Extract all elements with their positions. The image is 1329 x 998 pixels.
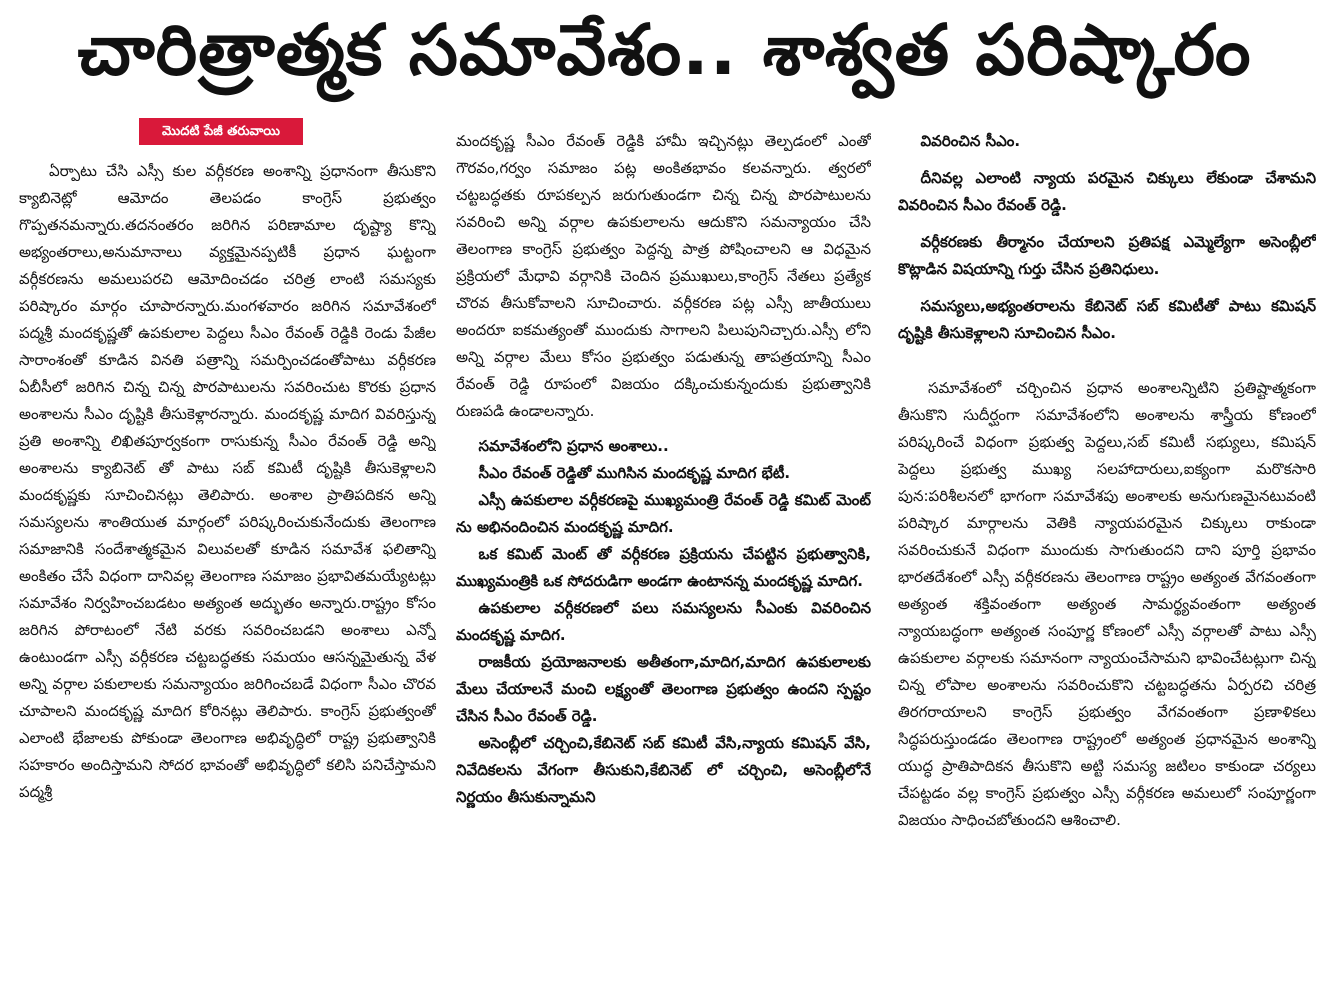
highlight-item: సమస్యలు,అభ్యంతరాలను కేబినెట్ సబ్ కమిటీతో పాటు కమిషన్ దృష్టికి తీసుకెళ్లాలని సూచించిన సీఎం. [898, 297, 1316, 342]
column1-body: ఏర్పాటు చేసి ఎస్సీ కుల వర్గీకరణ అంశాన్ని ప్రధానంగా తీసుకొని క్యాబినెట్లో ఆమోదం తెలపడం కాంగ్రెస్ ప్రభుత్వం గొప్పతనమన్నారు.తదనంతరం జరిగిన పరిణామాల దృష్ట్యా కొన్ని అభ్యంతరాలు,అనుమానాలు వ్యక్తమైనప్పటికీ ప్రధాన ఘట్టంగా వర్గీకరణను అమలుపరచి ఆమోదించడం చరిత్ర లాంటి సమస్యకు పరిష్కారం మార్గం చూపారన్నారు.మంగళవారం జరిగిన సమావేశంలో పద్మశ్రీ మందకృష్ణతో ఉపకులాల పెద్దలు సీఎం రేవంత్ రెడ్డికి రెండు పేజీల సారాంశంతో కూడిన వినతి పత్రాన్ని సమర్పించడంతోపాటు వర్గీకరణ ఏబీసీలో జరిగిన చిన్న చిన్న పొరపాటులను సవరించుట కొరకు ప్రధాన అంశాలను సీఎం దృష్టికి తీసుకెళ్లారన్నారు. మందకృష్ణ మాదిగ వివరిస్తున్న ప్రతి అంశాన్ని లిఖితపూర్వకంగా రాసుకున్న సీఎం రేవంత్ రెడ్డి అన్ని అంశాలను క్యాబినెట్ తో పాటు సబ్ కమిటీ దృష్టికి తీసుకెళ్లాలని మందకృష్ణకు సూచించినట్లు తెలిపారు. అంశాల ప్రాతిపదికన అన్ని సమస్యలను శాంతియుత మార్గంలో పరిష్కరించుకునేందుకు తెలంగాణ సమాజానికి సందేశాత్మకమైన విలువలతో కూడిన సమావేశ ఫలితాన్ని అంకితం చేసే విధంగా దానివల్ల తెలంగాణ సమాజం ప్రభావితమయ్యేటట్లు సమావేశం నిర్వహించబడటం అత్యంత అద్భుతం అన్నారు.రాష్ట్రం కోసం జరిగిన పోరాటంలో నేటి వరకు సవరించబడని అంశాలు ఎన్నో ఉంటుండగా ఎస్సీ వర్గీకరణ చట్టబద్ధతకు సమయం ఆసన్నమైతున్న వేళ అన్ని వర్గాల పకులాలకు సమన్యాయం జరిగించబడే విధంగా సీఎం చొరవ చూపాలని మందకృష్ణ మాదిగ కోరినట్లు తెలిపారు. కాంగ్రెస్ ప్రభుత్వంతో ఎలాంటి భేజాలకు పోకుండా తెలంగాణ అభివృద్ధిలో రాష్ట్ర ప్రభుత్వానికి సహకారం అందిస్తామని సోదర భావంతో అభివృద్ధిలో కలిసి పనిచేస్తామని పద్మశ్రీ [19, 162, 436, 801]
article-column-1 [19, 158, 436, 994]
article-column-2 [456, 128, 871, 994]
column2-body: మందకృష్ణ సీఎం రేవంత్ రెడ్డికి హామీ ఇచ్చినట్లు తెల్పడంలో ఎంతో గౌరవం,గర్వం సమాజం పట్ల అంకితభావం కలవన్నారు. త్వరలో చట్టబద్ధతకు రూపకల్పన జరుగుతుండగా చిన్న చిన్న పొరపాటులను సవరించి అన్ని వర్గాల ఉపకులాలను ఆదుకొని సమన్యాయం చేసి తెలంగాణ కాంగ్రెస్ ప్రభుత్వం పెద్దన్న పాత్ర పోషించాలని ఆ విధమైన ప్రక్రియలో మేధావి వర్గానికి చెందిన ప్రముఖులు,కాంగ్రెస్ నేతలు ప్రత్యేక చొరవ తీసుకోవాలని సూచించారు. వర్గీకరణ పట్ల ఎస్సీ జాతీయులు అందరూ ఐకమత్యంతో ముందుకు సాగాలని పిలుపునిచ్చారు.ఎస్సీ లోని అన్ని వర్గాల మేలు కోసం ప్రభుత్వం పడుతున్న తాపత్రయాన్ని సీఎం రేవంత్ రెడ్డి రూపంలో విజయం దక్కించుకున్నందుకు ప్రభుత్వానికి రుణపడి ఉండాలన్నారు. [456, 132, 871, 420]
highlight-item: అసెంబ్లీలో చర్చించి,కేబినెట్ సబ్ కమిటీ వేసి,న్యాయ కమిషన్ వేసి, నివేదికలను వేగంగా తీసుకుని,కేబినెట్ లో చర్చించి, అసెంబ్లీలోనే నిర్ణయం తీసుకున్నామని [456, 734, 871, 806]
highlight-item: వర్గీకరణకు తీర్మానం చేయాలని ప్రతిపక్ష ఎమ్మెల్యేగా అసెంబ్లీలో కొట్లాడిన విషయాన్ని గుర్తు చేసిన ప్రతినిధులు. [898, 233, 1316, 278]
highlight-item: ఎస్సీ ఉపకులాల వర్గీకరణపై ముఖ్యమంత్రి రేవంత్ రెడ్డి కమిట్ మెంట్ ను అభినందించిన మందకృష్ణ మాదిగ. [456, 491, 871, 536]
headline: చారిత్రాత్మక సమావేశం.. శాశ్వత పరిష్కారం [77, 9, 1252, 91]
highlights-heading: సమావేశంలోని ప్రధాన అంశాలు.. [478, 437, 669, 455]
highlight-item: సీఎం రేవంత్ రెడ్డితో ముగిసిన మందకృష్ణ మాదిగ భేటీ. [478, 464, 791, 482]
highlight-item: రాజకీయ ప్రయోజనాలకు అతీతంగా,మాదిగ,మాదిగ ఉపకులాలకు మేలు చేయాలనే మంచి లక్ష్యంతో తెలంగాణ ప్రభుత్వం ఉందని స్పష్టం చేసిన సీఎం రేవంత్ రెడ్డి. [456, 653, 871, 725]
highlight-item: వివరించిన సీఎం. [920, 132, 1021, 150]
article-column-3 [898, 128, 1316, 994]
column3-body: సమావేశంలో చర్చించిన ప్రధాన అంశాలన్నిటిని ప్రతిష్టాత్మకంగా తీసుకొని సుదీర్ఘంగా సమావేశంలోని అంశాలను శాస్త్రీయ కోణంలో పరిష్కరించే విధంగా ప్రభుత్వ పెద్దలు,సబ్ కమిటీ సభ్యులు, కమిషన్ పెద్దలు ప్రభుత్వ ముఖ్య సలహాదారులు,ఐక్యంగా మరొకసారి పున:పరిశీలనలో భాగంగా సమావేశపు అంశాలకు అనుగుణమైనటువంటి పరిష్కార మార్గాలను వెతికి న్యాయపరమైన చిక్కులు రాకుండా సవరించుకునే విధంగా ముందుకు సాగుతుందని దాని పూర్తి ప్రభావం భారతదేశంలో ఎస్సీ వర్గీకరణను తెలంగాణ రాష్ట్రం అత్యంత వేగవంతంగా అత్యంత శక్తివంతంగా అత్యంత సామర్థ్యవంతంగా అత్యంత న్యాయబద్ధంగా అత్యంత సంపూర్ణ కోణంలో ఎస్సీ వర్గాలతో పాటు ఎస్సీ ఉపకులాల వర్గాలకు సమానంగా న్యాయంచేసామని భావించేటట్లుగా చిన్న చిన్న లోపాల అంశాలను సవరించుకొని చట్టబద్ధతను ఏర్పరచి చరిత్ర తిరగరాయాలని కాంగ్రెస్ ప్రభుత్వం వేగవంతంగా ప్రణాళికలు సిద్ధపరుస్తుండడం తెలంగాణ రాష్ట్రంలో అత్యంత ప్రధానమైన అంశాన్ని యుద్ధ ప్రాతిపాదికన తీసుకొని అట్టి సమస్య జటిలం కాకుండా చర్యలు చేపట్టడం వల్ల కాంగ్రెస్ ప్రభుత్వం ఎస్సీ వర్గీకరణ అమలులో సంపూర్ణంగా విజయం సాధించబోతుందని ఆశించాలి. [898, 379, 1316, 829]
continued-from-front-page-tag: మొదటి పేజీ తరువాయి [139, 118, 303, 145]
highlight-item: ఒక కమిట్ మెంట్ తో వర్గీకరణ ప్రక్రియను చేపట్టిన ప్రభుత్వానికి, ముఖ్యమంత్రికి ఒక సోదరుడిగా అండగా ఉంటానన్న మందకృష్ణ మాదిగ. [456, 545, 871, 590]
highlight-item: దీనివల్ల ఎలాంటి న్యాయ పరమైన చిక్కులు లేకుండా చేశామని వివరించిన సీఎం రేవంత్ రెడ్డి. [898, 169, 1316, 214]
highlight-item: ఉపకులాల వర్గీకరణలో పలు సమస్యలను సీఎంకు వివరించిన మందకృష్ణ మాదిగ. [456, 599, 871, 644]
